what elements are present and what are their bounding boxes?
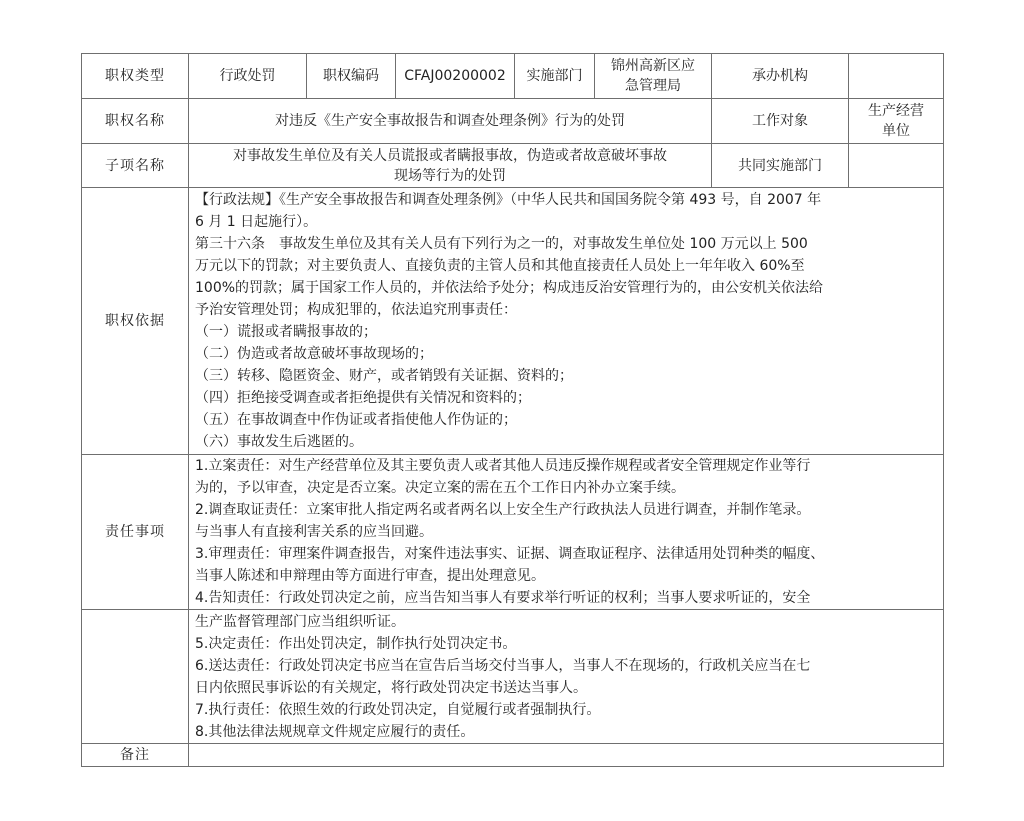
org-value: [849, 54, 944, 99]
basis-label: 职权依据: [82, 188, 189, 455]
duty-line: 5.决定责任：作出处罚决定，制作执行处罚决定书。: [195, 635, 517, 652]
basis-line: 【行政法规】《生产安全事故报告和调查处理条例》（中华人民共和国国务院令第 493 号，自 2007 年: [195, 192, 822, 208]
code-value: CFAJ00200002: [396, 54, 515, 99]
duty-line: 4.告知责任：行政处罚决定之前，应当告知当事人有要求举行听证的权利；当事人要求听证的，安全: [195, 590, 811, 606]
duty-line: 3.审理责任：审理案件调查报告，对案件违法事实、证据、调查取证程序、法律适用处罚种类的幅度、: [195, 546, 825, 562]
duty-line: 2.调查取证责任：立案审批人指定两名或者两名以上安全生产行政执法人员进行调查，并制作笔录。: [195, 502, 811, 518]
duty-label: 责任事项: [82, 455, 189, 610]
target-value-line-2: 单位: [882, 123, 910, 139]
authority-table: [81, 53, 944, 610]
basis-text: [189, 188, 944, 455]
dept-value-line-1: 锦州高新区应: [611, 58, 695, 74]
type-label: 职权类型: [82, 54, 189, 99]
org-label: 承办机构: [712, 54, 849, 99]
duty-line: 为的，予以审查，决定是否立案。决定立案的需在五个工作日内补办立案手续。: [195, 480, 685, 496]
code-label: 职权编码: [307, 54, 396, 99]
sub-value-line-2: 现场等行为的处罚: [394, 167, 506, 184]
basis-line: 予治安管理处罚；构成犯罪的，依法追究刑事责任：: [195, 302, 517, 318]
duty-label-continued: [82, 610, 189, 744]
remark-label: 备注: [82, 744, 189, 767]
target-value: [849, 99, 944, 144]
basis-line: （四）拒绝接受调查或者拒绝提供有关情况和资料的；: [195, 390, 531, 406]
co-value: [849, 144, 944, 188]
target-value-line-1: 生产经营: [868, 103, 924, 119]
basis-line: （三）转移、隐匿资金、财产，或者销毁有关证据、资料的；: [195, 368, 573, 384]
basis-line: 第三十六条 事故发生单位及其有关人员有下列行为之一的，对事故发生单位处 100 万元以上 500: [195, 236, 808, 252]
remark-value: [189, 744, 944, 767]
duty-text-continued: [189, 610, 944, 744]
duty-line: 日内依照民事诉讼的有关规定，将行政处罚决定书送达当事人。: [195, 679, 587, 696]
authority-table-continued: [81, 609, 944, 767]
sub-value: [189, 144, 712, 188]
sub-label: 子项名称: [82, 144, 189, 188]
basis-line: （六）事故发生后逃匿的。: [195, 434, 363, 450]
co-label: 共同实施部门: [712, 144, 849, 188]
basis-line: 万元以下的罚款；对主要负责人、直接负责的主管人员和其他直接责任人员处上一年年收入 60%至: [195, 258, 805, 274]
duty-line: 6.送达责任：行政处罚决定书应当在宣告后当场交付当事人，当事人不在现场的，行政机关应当在七: [195, 657, 811, 674]
duty-line: 8.其他法律法规规章文件规定应履行的责任。: [195, 723, 475, 740]
name-value: 对违反《生产安全事故报告和调查处理条例》行为的处罚: [189, 99, 712, 144]
dept-value-line-2: 急管理局: [625, 78, 681, 94]
duty-line: 生产监督管理部门应当组织听证。: [195, 613, 405, 630]
sub-value-line-1: 对事故发生单位及有关人员谎报或者瞒报事故，伪造或者故意破坏事故: [233, 147, 667, 164]
duty-line: 与当事人有直接利害关系的应当回避。: [195, 524, 433, 540]
duty-line: 7.执行责任：依照生效的行政处罚决定，自觉履行或者强制执行。: [195, 701, 601, 718]
duty-line: 当事人陈述和申辩理由等方面进行审查，提出处理意见。: [195, 568, 545, 584]
basis-line: （五）在事故调查中作伪证或者指使他人作伪证的；: [195, 412, 517, 428]
duty-line: 1.立案责任：对生产经营单位及其主要负责人或者其他人员违反操作规程或者安全管理规定作业等行: [195, 458, 811, 474]
duty-text: [189, 455, 944, 610]
target-label: 工作对象: [712, 99, 849, 144]
dept-label: 实施部门: [515, 54, 595, 99]
type-value: 行政处罚: [189, 54, 307, 99]
basis-line: （一）谎报或者瞒报事故的；: [195, 324, 377, 340]
dept-value: [595, 54, 712, 99]
name-label: 职权名称: [82, 99, 189, 144]
basis-line: （二）伪造或者故意破坏事故现场的；: [195, 346, 433, 362]
basis-line: 100%的罚款；属于国家工作人员的，并依法给予处分；构成违反治安管理行为的，由公安机关依法给: [195, 280, 824, 296]
basis-line: 6 月 1 日起施行）。: [195, 214, 318, 230]
